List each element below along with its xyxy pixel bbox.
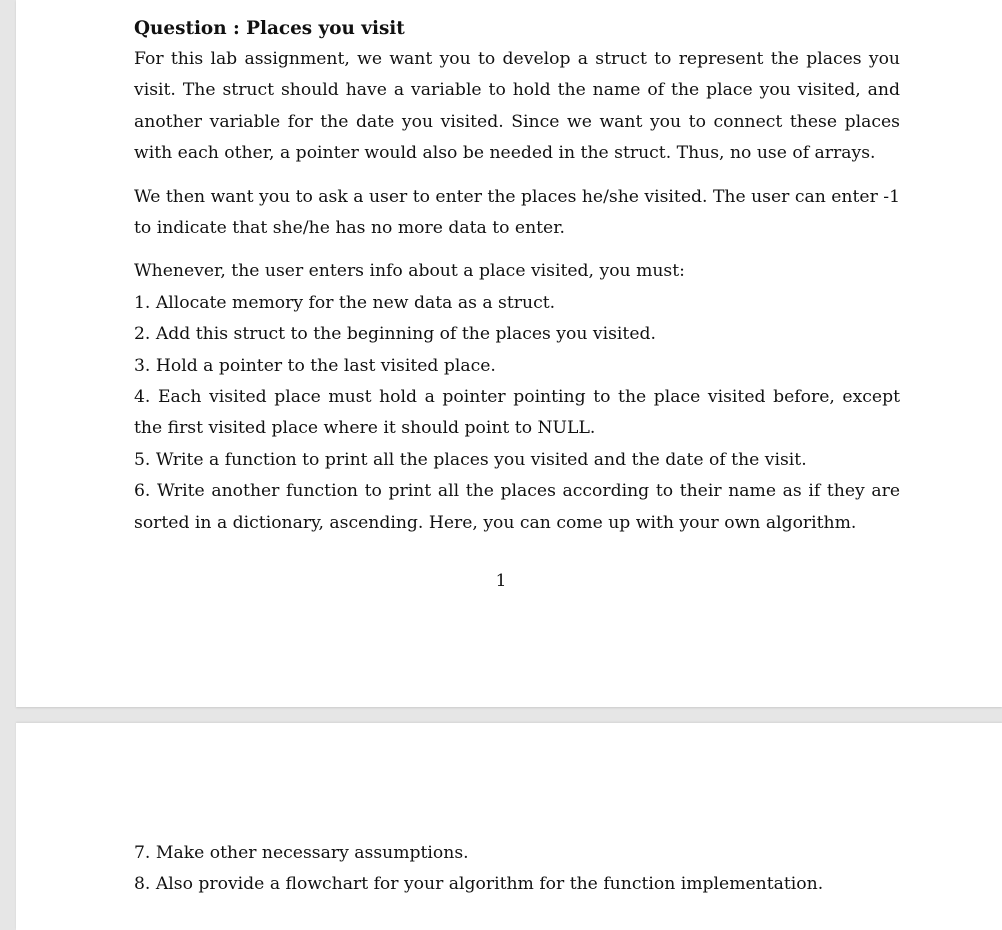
list-item: 4. Each visited place must hold a pointer pointing to the place visited before, except the first visited place where it should point to NULL. [134, 387, 900, 439]
list-item: 1. Allocate memory for the new data as a struct. [134, 292, 556, 313]
list-item: 3. Hold a pointer to the last visited place. [134, 355, 496, 376]
document-page-1 [16, 0, 1002, 707]
main-text [134, 44, 900, 539]
question-heading: Question : Places you visit [134, 18, 405, 39]
intro-paragraph: For this lab assignment, we want you to develop a struct to represent the places you visit. The struct should have a variable to hold the name of the place you visited, and another variable for the date you visited. Since we want you to connect these places with each other, a pointer would also be needed in the struct. Thus, no use of arrays. [134, 49, 900, 164]
input-paragraph: We then want you to ask a user to enter the places he/she visited. The user can enter -1 to indicate that she/he has no more data to enter. [134, 186, 900, 239]
document-page-2 [16, 723, 1002, 930]
list-item: 7. Make other necessary assumptions. [134, 843, 469, 863]
instructions-lead: Whenever, the user enters info about a place visited, you must: [134, 261, 685, 282]
list-item: 5. Write a function to print all the places you visited and the date of the visit. [134, 449, 807, 470]
page-number: 1 [495, 571, 507, 591]
continued-text [134, 838, 900, 901]
list-item: 2. Add this struct to the beginning of the places you visited. [134, 324, 656, 345]
list-item: 8. Also provide a flowchart for your algorithm for the function implementation. [134, 874, 824, 895]
list-item: 6. Write another function to print all the places according to their name as if they are sorted in a dictionary, ascending. Here, you can come up with your own algorithm. [134, 481, 900, 533]
